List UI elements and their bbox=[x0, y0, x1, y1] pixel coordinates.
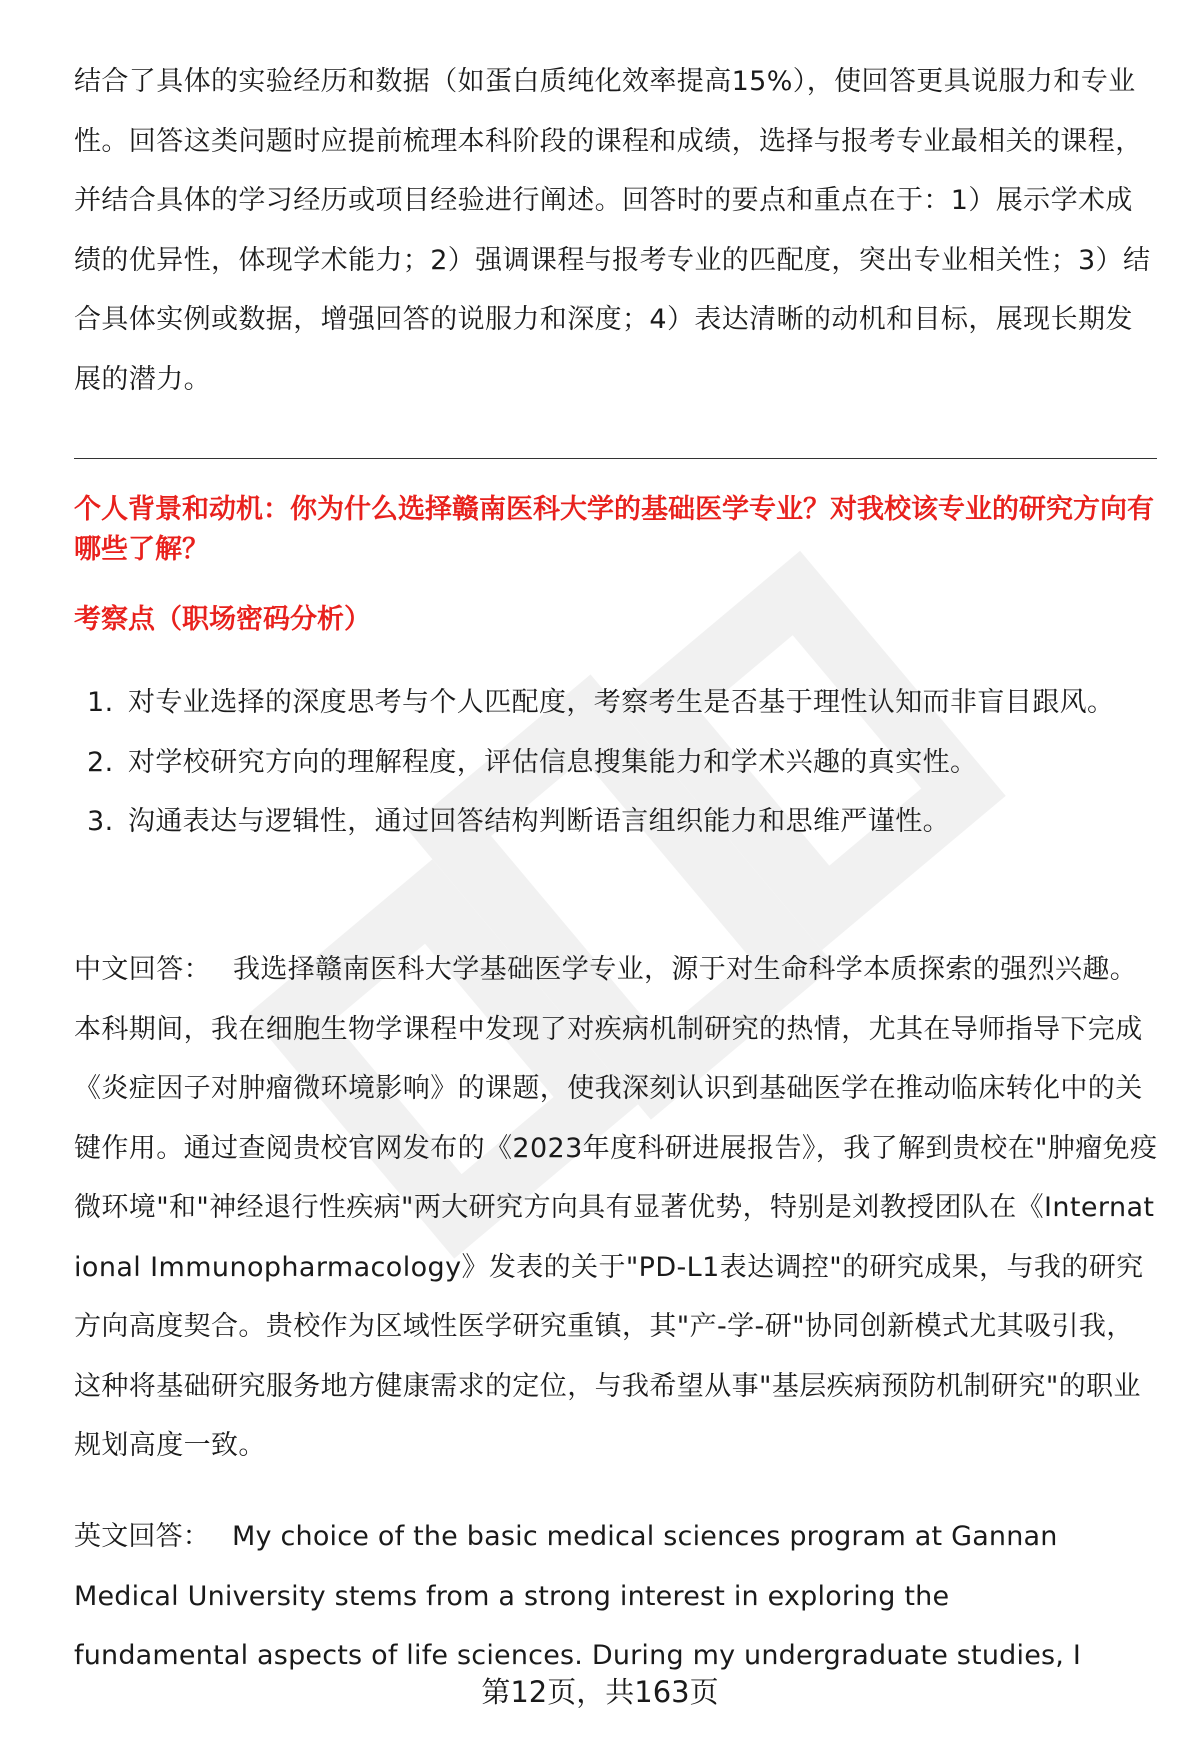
chinese-answer-text: 我选择赣南医科大学基础医学专业，源于对生命科学本质探索的强烈兴趣。本科期间，我在细胞生物学课程中发现了对疾病机制研究的热情，尤其在导师指导下完成《炎症因子对肿瘤微环境影响》的课题，使我深刻认识到基础医学在推动临床转化中的关键作用。通过查阅贵校官网发布的《2023年度科研进展报告》，我了解到贵校在"肿瘤免疫微环境"和"神经退行性疾病"两大研究方向具有显著优势，特别是刘教授团队在《International Immunopharmacology》发表的关于"PD-L1表达调控"的研究成果，与我的研究方向高度契合。贵校作为区域性医学研究重镇，其"产-学-研"协同创新模式尤其吸引我，这种将基础研究服务地方健康需求的定位，与我希望从事"基层疾病预防机制研究"的职业规划高度一致。 bbox=[74, 954, 1158, 1461]
list-item-text: 对专业选择的深度思考与个人匹配度，考察考生是否基于理性认知而非盲目跟风。 bbox=[128, 687, 1115, 718]
assessment-points-list bbox=[74, 673, 1160, 852]
chinese-answer bbox=[74, 940, 1160, 1476]
list-item-text: 对学校研究方向的理解程度，评估信息搜集能力和学术兴趣的真实性。 bbox=[128, 746, 978, 778]
list-item-number: 3. bbox=[87, 806, 114, 837]
list-item bbox=[74, 673, 1160, 733]
list-item-number: 1. bbox=[87, 687, 114, 718]
list-item bbox=[74, 733, 1160, 793]
assessment-points-title: 考察点（职场密码分析） bbox=[74, 604, 371, 635]
english-answer-text: My choice of the basic medical sciences program at Gannan Medical University stems from a strong interest in exploring the fundamental aspects of life sciences. During my undergraduate studies, I bbox=[74, 1521, 1082, 1671]
chinese-answer-label: 中文回答： bbox=[74, 954, 211, 985]
question-heading: 个人背景和动机：你为什么选择赣南医科大学的基础医学专业？对我校该专业的研究方向有哪些了解？ bbox=[74, 494, 1154, 565]
list-item-text: 沟通表达与逻辑性，通过回答结构判断语言组织能力和思维严谨性。 bbox=[128, 806, 950, 837]
list-item-number: 2. bbox=[87, 746, 114, 778]
english-answer-label: 英文回答： bbox=[74, 1521, 210, 1552]
page-number-footer: 第12页，共163页 bbox=[481, 1675, 719, 1709]
intro-section bbox=[74, 52, 1160, 409]
english-answer bbox=[74, 1507, 1124, 1686]
intro-paragraph: 结合了具体的实验经历和数据（如蛋白质纯化效率提高15%），使回答更具说服力和专业性。回答这类问题时应提前梳理本科阶段的课程和成绩，选择与报考专业最相关的课程，并结合具体的学习经历或项目经验进行阐述。回答时的要点和重点在于：1）展示学术成绩的优异性，体现学术能力；2）强调课程与报考专业的匹配度，突出专业相关性；3）结合具体实例或数据，增强回答的说服力和深度；4）表达清晰的动机和目标，展现长期发展的潜力。 bbox=[74, 66, 1151, 395]
list-item bbox=[74, 792, 1160, 852]
section-divider bbox=[74, 458, 1157, 459]
